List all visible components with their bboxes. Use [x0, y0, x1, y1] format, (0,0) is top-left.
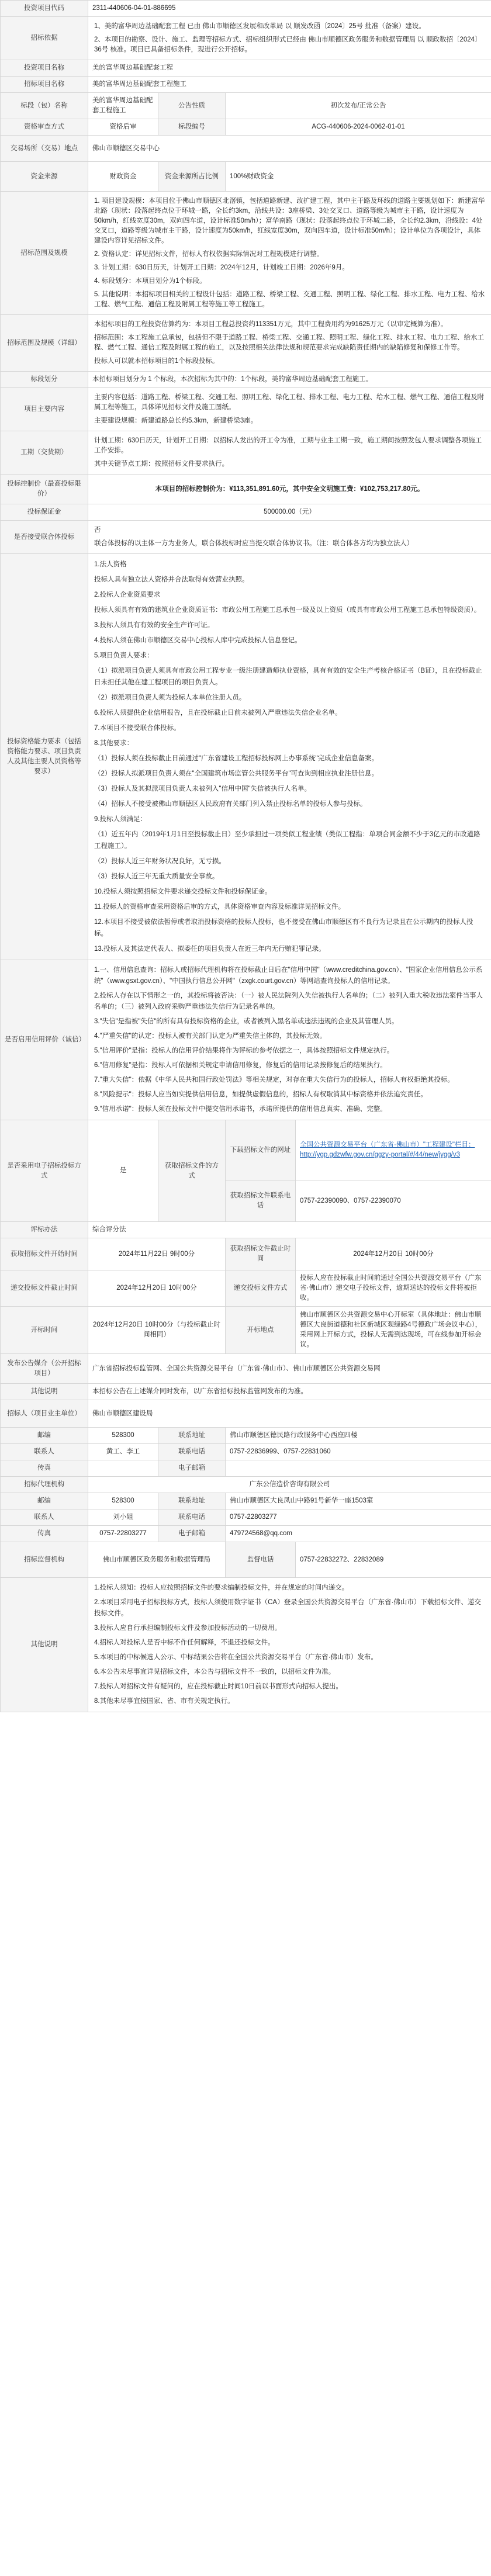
- label-tenderer-phone: 联系电话: [158, 1444, 226, 1460]
- qualification-line: （1）拟派项目负责人须具有市政公用工程专业一级注册建造师执业资格，具有有效的安全生产考核合格证书（B证），且在投标截止日未担任其他在建工程项目的项目负责人。: [94, 667, 482, 686]
- other-notes-line: 8.其他未尽事宜按国家、省、市有关规定执行。: [94, 1698, 234, 1705]
- qualification-line: （2）拟派项目负责人须为投标人本单位注册人员。: [94, 694, 246, 701]
- value-invest-project-name: 美的富华周边基础配套工程: [88, 60, 491, 77]
- bid-basis-line: 1、美的富华周边基础配套工程 已由 佛山市顺德区发展和改革局 以 顺发改函〔2024〕25号 批准（备案）建设。: [94, 23, 426, 30]
- label-media: 发布公告媒介（公开招标项目）: [1, 1354, 88, 1384]
- qualification-line: 投标人须具有有效的建筑业企业资质证书：市政公用工程施工总承包一级及以上资质（或具有市政公用工程施工总承包特级资质）。: [94, 607, 481, 614]
- credit-line: 3."失信"是指被"失信"的所有具有投标资格的企业，或者被列入黑名单或违法违规的企业及其管理人员。: [94, 1018, 399, 1025]
- scope-line: 2. 资格认定：详见招标文件，招标人有权依据实际情况对工程规模进行调整。: [94, 251, 324, 258]
- credit-line: 7."重大失信"：依据《中华人民共和国行政处罚法》等相关规定，对存在重大失信行为的投标人，招标人有权拒绝其投标。: [94, 1076, 454, 1083]
- value-project-content: [88, 388, 491, 431]
- row-qualification: [1, 554, 491, 960]
- value-agency-address: 佛山市顺德区大良凤山中路91号新华一座1503室: [226, 1493, 491, 1509]
- label-tenderer-postcode: 邮编: [1, 1428, 88, 1444]
- row-electronic-download: [1, 1120, 491, 1180]
- value-agency-email: 479724568@qq.com: [226, 1526, 491, 1542]
- scope-line: 1. 项目建设规模：本项目位于佛山市顺德区北滘镇，包括道路新建、改扩建工程，其中主干路及环线的道路主要规划如下：新建富华北路（现状：段落起终点位于环城一路，全长约3km，沿线共设：3座桥梁、3处交叉口、道路等级为城市主干路，设计速度为50km/h，红线宽度30m，双向四车道，设计标准50m/h）；富华南路（现状：段落起终点位于环城二路，全长约2.3km，沿线设：4处交叉口，道路等级为城市主干路，设计速度为50km/h，红线宽度30m，双向四车道，设计标准50m/h）；设计单位为各项设计，具体建设内容详见招标文件。: [94, 198, 485, 244]
- value-section-code: ACG-440606-2024-0062-01-01: [226, 119, 491, 136]
- value-tenderer-fax: [88, 1460, 158, 1477]
- label-agency-phone: 联系电话: [158, 1509, 226, 1526]
- row-bid-basis: [1, 17, 491, 60]
- scope-line: 3. 计划工期：630日历天，计划开工日期：2024年12月，计划竣工日期：2026年9月。: [94, 264, 349, 271]
- label-tenderer-address: 联系地址: [158, 1428, 226, 1444]
- row-doc-time: [1, 1238, 491, 1270]
- label-submission-method: 递交投标文件方式: [226, 1270, 296, 1307]
- value-supervisor-phone: 0757-22832272、22832089: [296, 1542, 491, 1578]
- scope-line: 5. 其他说明：本招标项目相关的工程设计包括：道路工程、桥梁工程、交通工程、照明工程、绿化工程、排水工程、电力工程、给水工程、燃气工程、通信工程及附属工程等施工等工程施工。: [94, 291, 485, 308]
- value-get-phone: 0757-22390090、0757-22390070: [296, 1180, 491, 1222]
- label-funds-ratio: 资金来源所占比例: [158, 162, 226, 192]
- label-review-method: 资格审查方式: [1, 119, 88, 136]
- label-other-media: 其他说明: [1, 1384, 88, 1400]
- value-bid-basis: [88, 17, 491, 60]
- row-tenderer-contact: [1, 1460, 491, 1477]
- other-notes-line: 4.招标人对投标人是否中标不作任何解释，不退还投标文件。: [94, 1639, 275, 1646]
- qualification-line: 7.本项目不接受联合体投标。: [94, 725, 181, 732]
- value-funds-ratio: 100%财政资金: [226, 162, 491, 192]
- value-scope: [88, 192, 491, 315]
- label-agency-person: 联系人: [1, 1509, 88, 1526]
- label-supervisor: 招标监督机构: [1, 1542, 88, 1578]
- credit-line: 2.投标人存在以下情形之一的，其投标将被否决：（一）被人民法院列入失信被执行人名单的；（二）被列入重大税收违法案件当事人名单的；（三）被列入政府采购严重违法失信行为记录名单的。: [94, 992, 483, 1010]
- label-tenderer-fax: 传真: [1, 1460, 88, 1477]
- row-tenderer: [1, 1400, 491, 1428]
- label-agency-address: 联系地址: [158, 1493, 226, 1509]
- label-section: 标段（包）名称: [1, 93, 88, 119]
- value-other-notes: [88, 1578, 491, 1712]
- value-tenderer-address: 佛山市顺德区德民路行政服务中心西座四楼: [226, 1428, 491, 1444]
- other-notes-line: 3.投标人应自行承担编制投标文件及参加投标活动的一切费用。: [94, 1625, 282, 1632]
- label-agency: 招标代理机构: [1, 1477, 88, 1493]
- row-duration: [1, 431, 491, 475]
- value-trading-place: 佛山市顺德区交易中心: [88, 136, 491, 162]
- other-notes-line: 5.本项目的中标候选人公示、中标结果公告将在全国公共资源交易平台（广东省·佛山市）发布。: [94, 1654, 378, 1661]
- value-evaluation: 综合评分法: [88, 1222, 491, 1238]
- label-project-code: 投资项目代码: [1, 1, 88, 17]
- row-tenderer-contact: [1, 1428, 491, 1444]
- value-bid-bond: 500000.00（元）: [88, 504, 491, 521]
- label-doc-end: 获取招标文件截止时间: [226, 1238, 296, 1270]
- value-tenderer-postcode: 528300: [88, 1428, 158, 1444]
- label-get-phone: 获取招标文件联系电话: [226, 1180, 296, 1222]
- row-bid-sections: [1, 372, 491, 388]
- value-credit: [88, 960, 491, 1120]
- value-submission-method: 投标人应在投标截止时间前通过全国公共资源交易平台（广东省·佛山市）递交电子投标文件，逾期送达的投标文件将被拒收。: [296, 1270, 491, 1307]
- value-agency: 广东公信造价咨询有限公司: [88, 1477, 491, 1493]
- label-tenderer-person: 联系人: [1, 1444, 88, 1460]
- qualification-line: 2.投标人企业资质要求: [94, 591, 161, 598]
- label-invest-project-name: 投资项目名称: [1, 60, 88, 77]
- qualification-line: 3.投标人须具有有效的安全生产许可证。: [94, 622, 215, 629]
- value-agency-person: 刘小姐: [88, 1509, 158, 1526]
- value-consortium: [88, 521, 491, 554]
- label-agency-email: 电子邮箱: [158, 1526, 226, 1542]
- row-other-notes: [1, 1578, 491, 1712]
- credit-line: 4."严重失信"的认定：投标人被有关部门认定为严重失信主体的，其投标无效。: [94, 1033, 327, 1040]
- project-content-line: 主要建设规模：新建道路总长约5.3km，新建桥梁3座。: [94, 417, 258, 424]
- value-opening-place: 佛山市顺德区公共资源交易中心开标室（具体地址：佛山市顺德区大良街道德和社区新城区观绿路4号德政广场会议中心），采用网上开标方式，投标人无需到达现场，可在线参加开标会议。: [296, 1307, 491, 1354]
- project-content-line: 主要内容包括：道路工程、桥梁工程、交通工程、照明工程、绿化工程、排水工程、电力工程、给水工程、燃气工程、通信工程及附属工程等施工，具体详见招标文件及施工图纸。: [94, 394, 484, 411]
- value-doc-end: 2024年12月20日 10时00分: [296, 1238, 491, 1270]
- value-estimate: 本项目的招标控制价为：¥113,351,891.60元，其中安全文明施工费：¥102,753,217.80元。: [88, 475, 491, 504]
- value-agency-postcode: 528300: [88, 1493, 158, 1509]
- qualification-line: 10.投标人须按照招标文件要求递交投标文件和投标保证金。: [94, 888, 272, 895]
- qualification-line: （3）投标人及其拟派项目负责人未被列入"信用中国"失信被执行人名单。: [94, 785, 312, 792]
- row-agency-contact: [1, 1526, 491, 1542]
- credit-line: 1.一、信用信息查询：招标人或招标代理机构将在投标截止日后在"信用中国"（www.creditchina.gov.cn）、"国家企业信用信息公示系统"（www.gsxt.gov.cn）、"中国执行信息公开网"（zxgk.court.gov.cn）等网站查询投标人的信用记录。: [94, 967, 483, 985]
- row-trading-place: [1, 136, 491, 162]
- value-tenderer-phone: 0757-22836999、0757-22831060: [226, 1444, 491, 1460]
- value-project-code: 2311-440606-04-01-886695: [88, 1, 491, 17]
- qualification-line: 11.投标人的资格审查采用资格后审的方式，具体资格审查内容及标准详见招标文件。: [94, 903, 345, 910]
- row-invest-project-name: [1, 60, 491, 77]
- value-bid-project-name: 美的富华周边基础配套工程施工: [88, 77, 491, 93]
- label-electronic: 是否采用电子招标投标方式: [1, 1120, 88, 1222]
- label-tenderer: 招标人（项目业主单位）: [1, 1400, 88, 1428]
- qualification-line: （2）投标人拟派项目负责人须在"全国建筑市场监管公共服务平台"可查询到相应执业注册信息。: [94, 770, 379, 777]
- row-agency-contact: [1, 1493, 491, 1509]
- value-bid-scope-detail: [88, 315, 491, 372]
- duration-line: 计划工期：630日历天，计划开工日期：以招标人发出的开工令为准，工期与业主工期一致，施工期间按照发包人要求调整各项施工工作安排。: [94, 437, 482, 454]
- value-agency-phone: 0757-22803277: [226, 1509, 491, 1526]
- other-notes-line: 2.本项目采用电子招标投标方式，投标人须使用数字证书（CA）登录全国公共资源交易平台（广东省·佛山市）下载招标文件、递交投标文件。: [94, 1599, 481, 1617]
- qualification-line: 4.投标人须在佛山市顺德区交易中心投标人库中完成投标人信息登记。: [94, 637, 302, 644]
- row-review-method: [1, 119, 491, 136]
- row-other-media: [1, 1384, 491, 1400]
- row-media: [1, 1354, 491, 1384]
- label-submission-deadline: 递交投标文件截止时间: [1, 1270, 88, 1307]
- label-notice-type: 公告性质: [158, 93, 226, 119]
- row-section: [1, 93, 491, 119]
- credit-line: 5."信用评价"是指：投标人的信用评价结果将作为评标的参考依据之一，具体按照招标文件规定执行。: [94, 1047, 394, 1054]
- value-tenderer-email: [226, 1460, 491, 1477]
- duration-line: 其中关键节点工期：按照招标文件要求执行。: [94, 461, 229, 468]
- label-opening-time: 开标时间: [1, 1307, 88, 1354]
- label-consortium: 是否接受联合体投标: [1, 521, 88, 554]
- qualification-line: （2）投标人近三年财务状况良好，无亏损。: [94, 858, 226, 865]
- bid-basis-line: 2、本项目的勘察、设计、施工、监理等招标方式、招标组织形式已经由 佛山市顺德区政务服务和数据管理局 以 顺政数招〔2024〕36号 核准。项目已具备招标条件，现进行公开招标。: [94, 36, 482, 53]
- scope-line: 4. 标段划分：本项目划分为1个标段。: [94, 278, 206, 285]
- label-bid-sections: 标段划分: [1, 372, 88, 388]
- qualification-line: 投标人具有独立法人资格并合法取得有效营业执照。: [94, 576, 249, 583]
- label-get-method: 获取招标文件的方式: [158, 1120, 226, 1222]
- row-credit: [1, 960, 491, 1120]
- row-estimate: [1, 475, 491, 504]
- bid-scope-line: 投标人可以就本招标项目的1个标段投标。: [94, 358, 219, 365]
- bid-scope-line: 本招标项目的工程投资估算约为：本项目工程总投资约113351万元，其中工程费用约为91625万元（以审定概算为准）。: [94, 321, 448, 328]
- value-tenderer: 佛山市顺德区建设局: [88, 1400, 491, 1428]
- label-other-notes: 其他说明: [1, 1578, 88, 1712]
- other-notes-line: 6.本公告未尽事宜详见招标文件，本公告与招标文件不一致的，以招标文件为准。: [94, 1668, 336, 1675]
- qualification-line: 1.法人资格: [94, 561, 127, 568]
- row-bid-bond: [1, 504, 491, 521]
- label-project-content: 项目主要内容: [1, 388, 88, 431]
- label-trading-place: 交易场所（交易）地点: [1, 136, 88, 162]
- value-review-method: 资格后审: [88, 119, 158, 136]
- label-duration: 工期（交货期）: [1, 431, 88, 475]
- label-agency-postcode: 邮编: [1, 1493, 88, 1509]
- label-section-code: 标段编号: [158, 119, 226, 136]
- qualification-line: 13.投标人及其法定代表人、拟委任的项目负责人在近三年内无行贿犯罪记录。: [94, 946, 326, 953]
- row-consortium: [1, 521, 491, 554]
- label-evaluation: 评标办法: [1, 1222, 88, 1238]
- value-qualification: [88, 554, 491, 960]
- label-estimate: 投标控制价（最高投标限价）: [1, 475, 88, 504]
- value-funds: 财政资金: [88, 162, 158, 192]
- row-project-content: [1, 388, 491, 431]
- row-project-code: [1, 1, 491, 17]
- row-agency-contact: [1, 1509, 491, 1526]
- qualification-line: （4）招标人不接受被佛山市顺德区人民政府有关部门列入禁止投标名单的投标人参与投标。: [94, 801, 367, 808]
- label-supervisor-phone: 监督电话: [226, 1542, 296, 1578]
- label-tenderer-email: 电子邮箱: [158, 1460, 226, 1477]
- label-scope: 招标范围及规模: [1, 192, 88, 315]
- qualification-line: 6.投标人须提供企业信用报告，且在投标截止日前未被列入严重违法失信企业名单。: [94, 709, 342, 716]
- other-notes-line: 7.投标人对招标文件有疑问的，应在投标截止时间10日前以书面形式向招标人提出。: [94, 1683, 343, 1690]
- qualification-line: 5.项目负责人要求：: [94, 652, 154, 659]
- qualification-line: （1）投标人须在投标截止日前通过"广东省建设工程招标投标网上办事系统"完成企业信息备案。: [94, 755, 379, 762]
- label-doc-start: 获取招标文件开始时间: [1, 1238, 88, 1270]
- value-agency-fax: 0757-22803277: [88, 1526, 158, 1542]
- label-bid-scope-detail: 招标范围及规模（详细）: [1, 315, 88, 372]
- value-other-media: 本招标公告在上述媒介同时发布，以广东省招标投标监管网发布的为准。: [88, 1384, 491, 1400]
- other-notes-line: 1.投标人须知：投标人应按照招标文件的要求编制投标文件，并在规定的时间内递交。: [94, 1584, 349, 1591]
- label-download-url: 下载招标文件的网址: [226, 1120, 296, 1180]
- qualification-line: 12.本项目不接受被依法暂停或者取消投标资格的投标人投标，也不接受在佛山市顺德区有不良行为记录且在公示期内的投标人投标。: [94, 919, 473, 937]
- download-url-link[interactable]: 全国公共资源交易平台（广东省·佛山市）"工程建设"栏目：http://ygp.gdzwfw.gov.cn/ggzy-portal/#/44/new/jygg/v3: [296, 1120, 491, 1180]
- value-electronic: 是: [88, 1120, 158, 1222]
- value-supervisor: 佛山市顺德区政务服务和数据管理局: [88, 1542, 226, 1578]
- label-bid-bond: 投标保证金: [1, 504, 88, 521]
- value-tenderer-person: 黄工、李工: [88, 1444, 158, 1460]
- value-doc-start: 2024年11月22日 9时00分: [88, 1238, 226, 1270]
- label-agency-fax: 传真: [1, 1526, 88, 1542]
- row-submission: [1, 1270, 491, 1307]
- qualification-line: （1）近五年内（2019年1月1日至投标截止日）至少承担过一项类似工程业绩（类似工程指：单项合同金额不少于3亿元的市政道路工程施工）。: [94, 831, 480, 850]
- value-notice-type: 初次发布/正常公告: [226, 93, 491, 119]
- row-evaluation: [1, 1222, 491, 1238]
- qualification-line: （3）投标人近三年无重大质量安全事故。: [94, 873, 219, 880]
- value-bid-sections: 本招标项目划分为 1 个标段，本次招标为其中的：1个标段，美的富华周边基础配套工程施工。: [88, 372, 491, 388]
- row-bid-scope-detail: [1, 315, 491, 372]
- qualification-line: 8.其他要求：: [94, 740, 134, 747]
- value-media: 广东省招标投标监管网、全国公共资源交易平台（广东省·佛山市）、佛山市顺德区公共资源交易网: [88, 1354, 491, 1384]
- row-agency: [1, 1477, 491, 1493]
- consortium-note: 联合体投标的以主体一方为业务人，联合体投标时应当提交联合体协议书。（注：联合体各方均为独立法人）: [94, 540, 414, 547]
- bid-scope-line: 招标范围：本工程施工总承包，包括但不限于道路工程、桥梁工程、交通工程、照明工程、绿化工程、排水工程、电力工程、给水工程、燃气工程、通信工程及附属工程的施工，以及按照相关法律法规和规范要求完成缺陷责任期内的缺陷修复和保修工作等。: [94, 334, 484, 351]
- credit-line: 9."信用承诺"：投标人须在投标文件中提交信用承诺书，承诺所提供的信用信息真实、准确、完整。: [94, 1106, 387, 1113]
- label-opening-place: 开标地点: [226, 1307, 296, 1354]
- row-tenderer-contact: [1, 1444, 491, 1460]
- row-bid-project-name: [1, 77, 491, 93]
- label-funds: 资金来源: [1, 162, 88, 192]
- label-credit: 是否启用信用评价（诚信）: [1, 960, 88, 1120]
- label-qualification: 投标资格能力要求（包括资格能力要求、项目负责人及其他主要人员资格等要求）: [1, 554, 88, 960]
- qualification-line: 9.投标人须满足：: [94, 816, 147, 823]
- value-section: 美的富华周边基础配套工程施工: [88, 93, 158, 119]
- row-supervisor: [1, 1542, 491, 1578]
- consortium-value: 否: [94, 527, 101, 534]
- value-opening-time: 2024年12月20日 10时00分（与投标截止时间相同）: [88, 1307, 226, 1354]
- value-submission-deadline: 2024年12月20日 10时00分: [88, 1270, 226, 1307]
- row-funds: [1, 162, 491, 192]
- label-bid-project-name: 招标项目名称: [1, 77, 88, 93]
- credit-line: 6."信用修复"是指：投标人可依据相关规定申请信用修复，修复后的信用记录按修复后的结果执行。: [94, 1062, 387, 1069]
- credit-line: 8."风险提示"：投标人应当如实提供信用信息，如提供虚假信息的，招标人有权取消其中标资格并依法追究责任。: [94, 1091, 427, 1098]
- row-scope: [1, 192, 491, 315]
- value-duration: [88, 431, 491, 475]
- row-opening: [1, 1307, 491, 1354]
- label-bid-basis: 招标依据: [1, 17, 88, 60]
